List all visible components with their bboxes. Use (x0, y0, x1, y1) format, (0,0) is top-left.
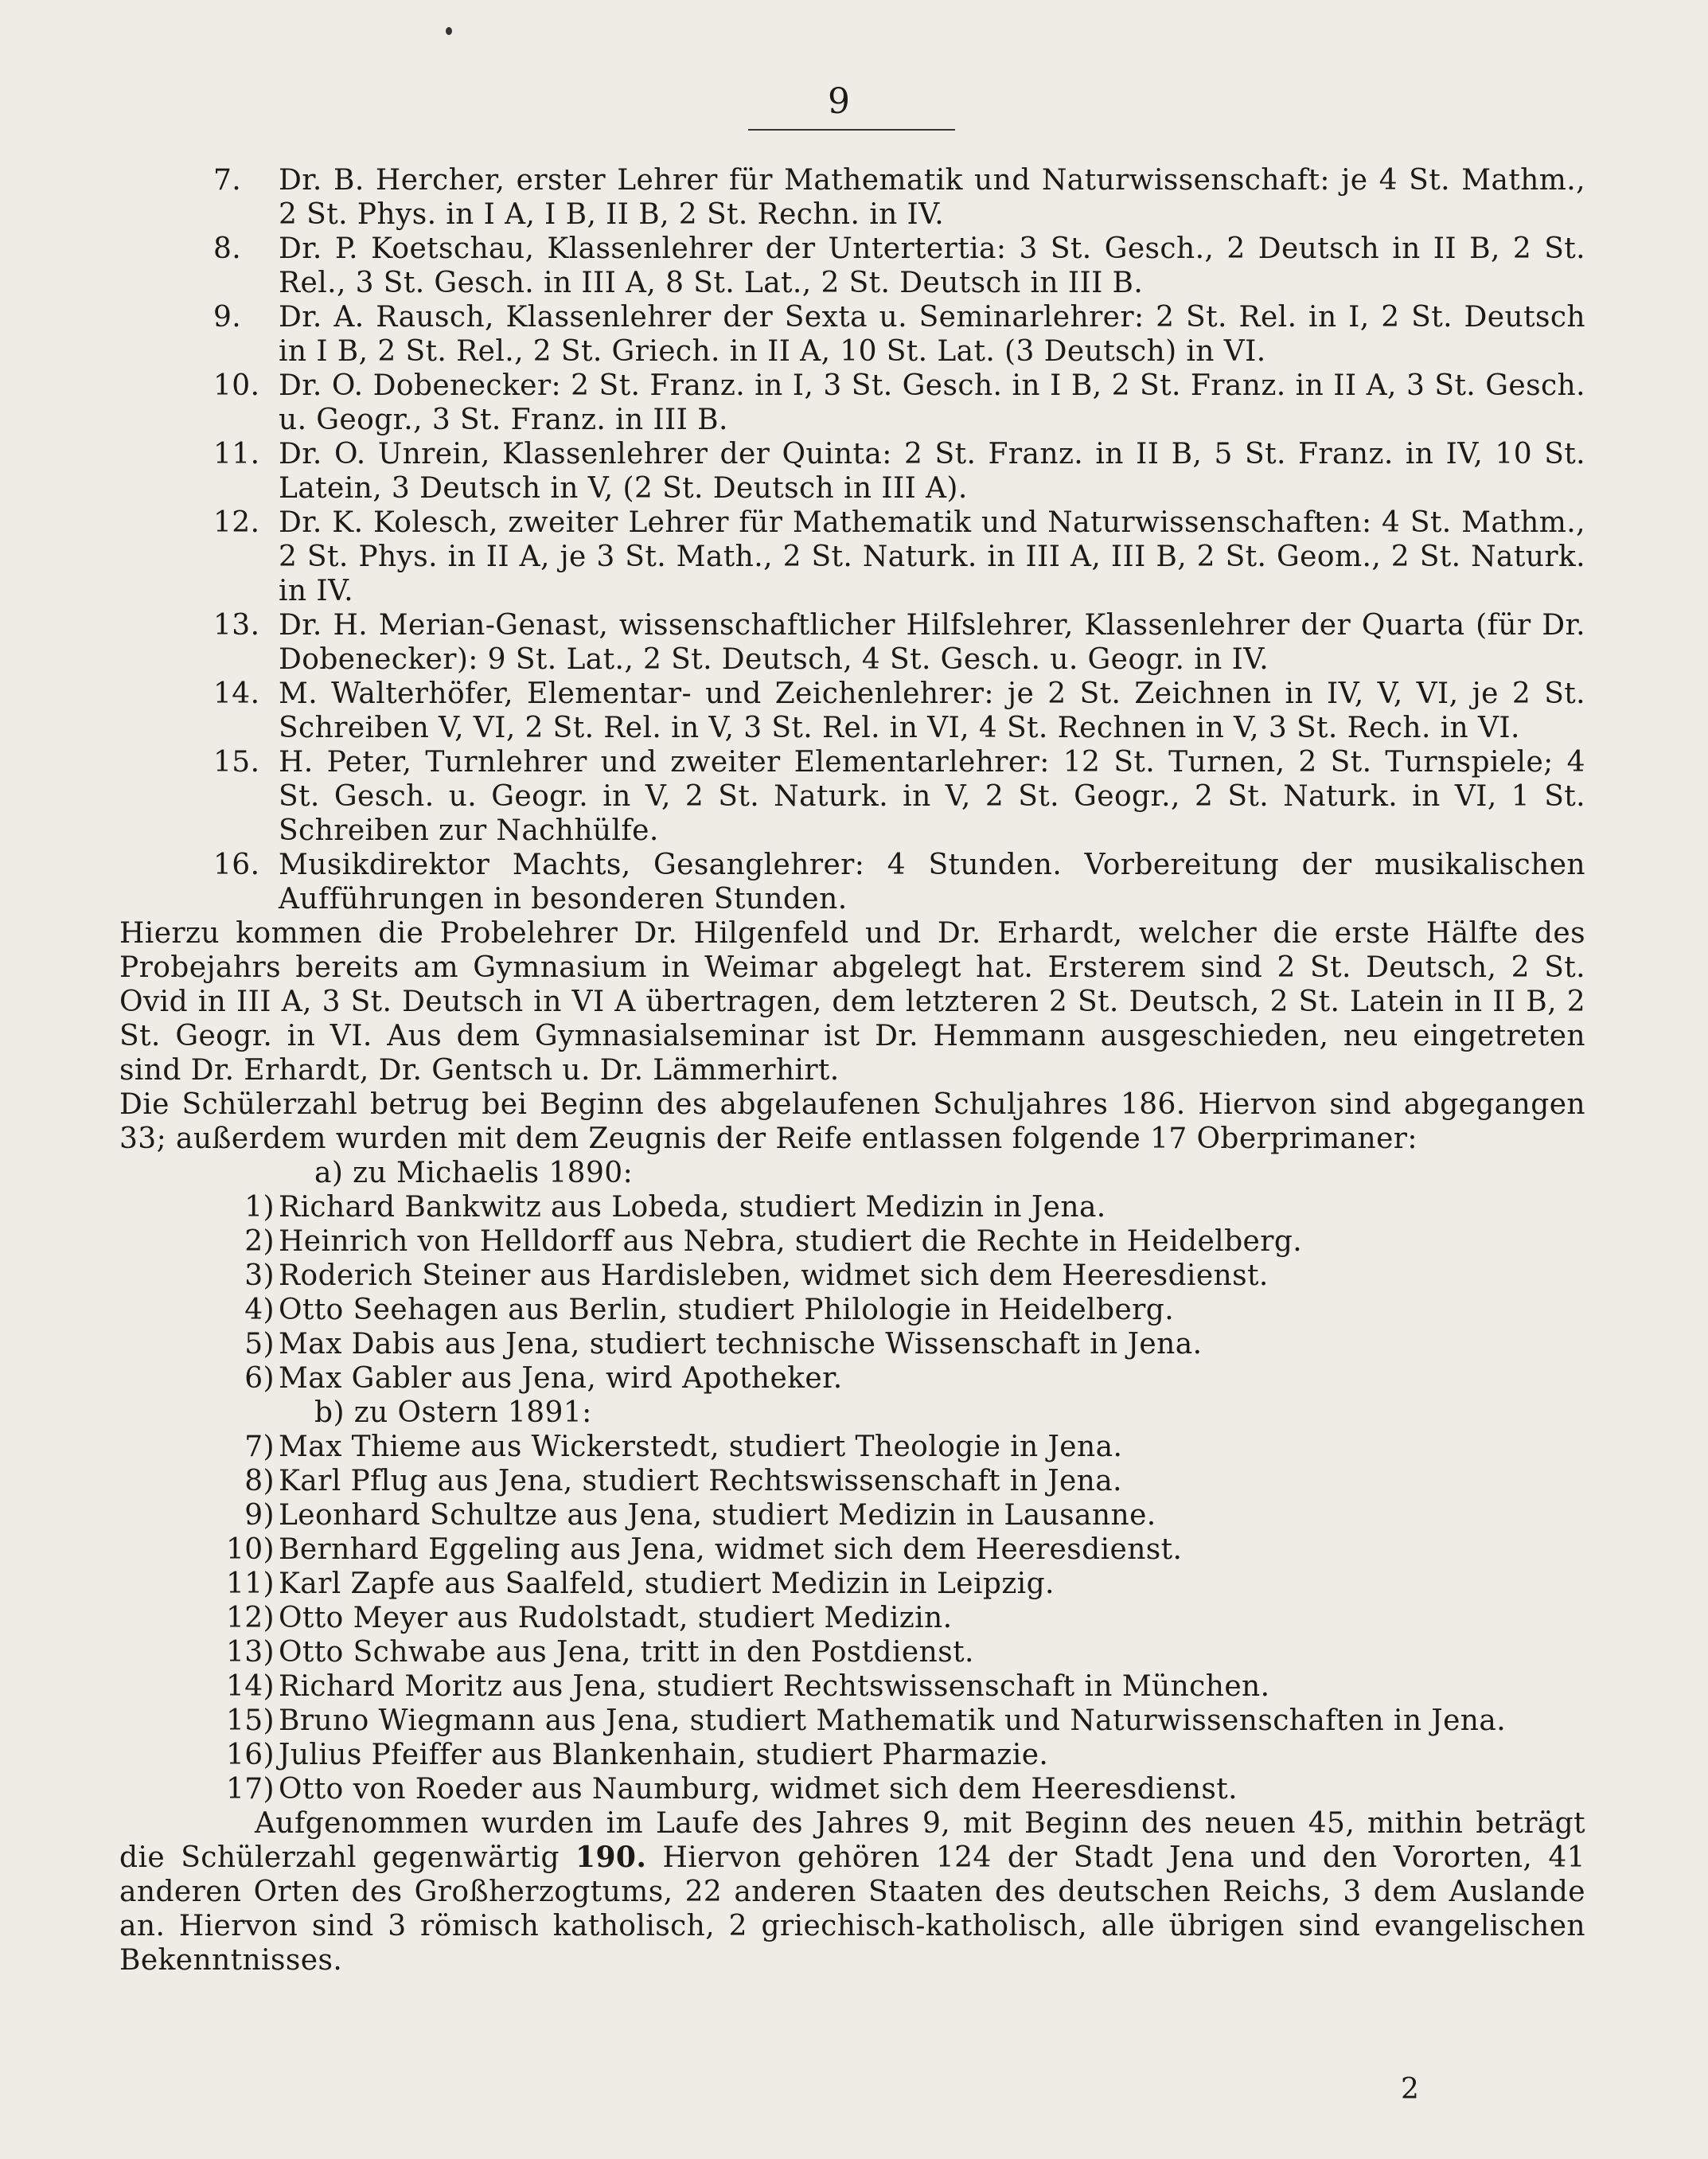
probe-teachers-paragraph: Hierzu kommen die Probelehrer Dr. Hilgenfeld und Dr. Erhardt, welcher die erste Hälfte des Probejahrs bereits am Gymnasium in Weimar abgelegt hat. Ersterem sind 2 St. Deutsch, 2 St. Ovid in III A, 3 St. Deutsch in VI A übertragen, dem letzteren 2 St. Deutsch, 2 St. Latein in II B, 2 St. Geogr. in VI. Aus dem Gymnasialseminar ist Dr. Hemmann ausgeschieden, neu eingetreten sind Dr. Erhardt, Dr. Gentsch u. Dr. Lämmerhirt. (119, 917, 1585, 1087)
graduate-row (119, 1567, 1585, 1601)
final-paragraph (119, 1806, 1585, 1977)
graduate-row (119, 1293, 1585, 1327)
staff-entry-16 (119, 848, 1585, 916)
graduate-number: 4) (244, 1294, 275, 1326)
page-body (119, 163, 1585, 1977)
signature-mark: 2 (1401, 2073, 1419, 2106)
staff-number: 14. (213, 677, 260, 710)
staff-number: 9. (213, 301, 242, 334)
graduate-number: 15) (225, 1704, 275, 1737)
current-pupil-count: 190. (575, 1841, 647, 1874)
staff-number: 11. (213, 438, 260, 470)
graduate-row (119, 1498, 1585, 1532)
graduate-text: Roderich Steiner aus Hardisleben, widmet sich dem Heeresdienst. (279, 1259, 1269, 1292)
staff-entry-10 (119, 369, 1585, 437)
graduate-row (119, 1738, 1585, 1772)
graduate-row (119, 1190, 1585, 1224)
staff-text: Dr. P. Koetschau, Klassenlehrer der Untertertia: 3 St. Gesch., 2 Deutsch in II B, 2 St. Rel., 3 St. Gesch. in III A, 8 St. Lat., 2 St. Deutsch in III B. (279, 232, 1585, 299)
graduate-number: 12) (225, 1602, 275, 1634)
graduates-b-list (119, 1430, 1585, 1806)
graduate-number: 2) (244, 1225, 275, 1258)
staff-text: Dr. O. Unrein, Klassenlehrer der Quinta: 2 St. Franz. in II B, 5 St. Franz. in IV, 10 St. Latein, 3 Deutsch in V, (2 St. Deutsch in III A). (279, 438, 1585, 505)
graduate-row (119, 1224, 1585, 1259)
staff-number: 7. (213, 164, 242, 197)
graduate-row (119, 1259, 1585, 1293)
graduate-number: 13) (225, 1636, 275, 1669)
staff-number: 16. (213, 849, 260, 881)
graduate-number: 17) (225, 1773, 275, 1806)
graduate-row (119, 1772, 1585, 1806)
final-text-b: Hiervon gehören 124 der Stadt Jena und den Vororten, 41 anderen Orten des Großherzogtums, 22 anderen Staaten des deutschen Reichs, 3 dem Auslande an. Hiervon sind 3 römisch katholisch, 2 griechisch-katholisch, alle übrigen sind evangelischen Bekenntnisses. (119, 1841, 1585, 1977)
staff-entry-9 (119, 300, 1585, 369)
ink-speck (446, 27, 452, 35)
graduate-number: 7) (244, 1431, 275, 1463)
graduate-text: Bruno Wiegmann aus Jena, studiert Mathematik und Naturwissenschaften in Jena. (279, 1704, 1507, 1737)
graduate-text: Otto Seehagen aus Berlin, studiert Philologie in Heidelberg. (279, 1294, 1175, 1326)
staff-list (119, 163, 1585, 916)
graduate-number: 8) (244, 1465, 275, 1497)
graduate-number: 16) (225, 1739, 275, 1771)
staff-text: H. Peter, Turnlehrer und zweiter Elementarlehrer: 12 St. Turnen, 2 St. Turnspiele; 4 St. Gesch. u. Geogr. in V, 2 St. Naturk. in V, 2 St. Geogr., 2 St. Naturk. in VI, 1 St. Schreiben zur Nachhülfe. (279, 746, 1585, 847)
graduate-text: Karl Zapfe aus Saalfeld, studiert Medizin in Leipzig. (279, 1568, 1055, 1600)
staff-text: Dr. B. Hercher, erster Lehrer für Mathematik und Naturwissenschaft: je 4 St. Mathm., 2 St. Phys. in I A, I B, II B, 2 St. Rechn. in IV. (279, 164, 1585, 231)
staff-entry-12 (119, 506, 1585, 608)
page-number: 9 (828, 81, 850, 122)
graduate-text: Otto Meyer aus Rudolstadt, studiert Medizin. (279, 1602, 953, 1634)
graduate-row (119, 1327, 1585, 1361)
graduates-a-list (119, 1190, 1585, 1396)
graduate-text: Richard Moritz aus Jena, studiert Rechtswissenschaft in München. (279, 1670, 1270, 1703)
graduate-text: Bernhard Eggeling aus Jena, widmet sich dem Heeresdienst. (279, 1533, 1183, 1566)
graduate-text: Heinrich von Helldorff aus Nebra, studiert die Rechte in Heidelberg. (279, 1225, 1303, 1258)
graduate-text: Max Thieme aus Wickerstedt, studiert Theologie in Jena. (279, 1431, 1123, 1463)
staff-text: Dr. A. Rausch, Klassenlehrer der Sexta u. Seminarlehrer: 2 St. Rel. in I, 2 St. Deutsch in I B, 2 St. Rel., 2 St. Griech. in II A, 10 St. Lat. (3 Deutsch) in VI. (279, 301, 1585, 368)
staff-text: Dr. K. Kolesch, zweiter Lehrer für Mathematik und Naturwissenschaften: 4 St. Mathm., 2 St. Phys. in II A, je 3 St. Math., 2 St. Naturk. in III A, III B, 2 St. Geom., 2 St. Naturk. in IV. (279, 506, 1585, 607)
staff-number: 13. (213, 609, 260, 642)
graduate-row (119, 1464, 1585, 1498)
graduate-number: 14) (225, 1670, 275, 1703)
staff-text: Dr. O. Dobenecker: 2 St. Franz. in I, 3 St. Gesch. in I B, 2 St. Franz. in II A, 3 St. Gesch. u. Geogr., 3 St. Franz. in III B. (279, 369, 1585, 436)
graduate-row (119, 1361, 1585, 1396)
graduate-row (119, 1601, 1585, 1635)
graduate-number: 9) (244, 1499, 275, 1532)
staff-number: 12. (213, 506, 260, 539)
staff-entry-13 (119, 608, 1585, 677)
staff-number: 8. (213, 232, 242, 265)
staff-number: 10. (213, 369, 260, 402)
graduate-text: Richard Bankwitz aus Lobeda, studiert Medizin in Jena. (279, 1191, 1106, 1224)
staff-entry-14 (119, 677, 1585, 745)
staff-text: M. Walterhöfer, Elementar- und Zeichenlehrer: je 2 St. Zeichnen in IV, V, VI, je 2 St. Schreiben V, VI, 2 St. Rel. in V, 3 St. Rel. in VI, 4 St. Rechnen in V, 3 St. Rech. in VI. (279, 677, 1585, 744)
graduate-text: Max Dabis aus Jena, studiert technische Wissenschaft in Jena. (279, 1328, 1203, 1361)
staff-entry-11 (119, 437, 1585, 506)
graduate-number: 6) (244, 1362, 275, 1395)
graduate-number: 5) (244, 1328, 275, 1361)
graduate-row (119, 1669, 1585, 1704)
graduate-text: Julius Pfeiffer aus Blankenhain, studiert Pharmazie. (279, 1739, 1049, 1771)
graduate-number: 11) (225, 1568, 275, 1600)
staff-text: Musikdirektor Machts, Gesanglehrer: 4 Stunden. Vorbereitung der musikalischen Aufführungen in besonderen Stunden. (279, 849, 1585, 916)
group-a-label: a) zu Michaelis 1890: (314, 1157, 634, 1189)
final-text-a: Aufgenommen wurden im Laufe des Jahres 9, mit Beginn des neuen 45, mithin beträgt die Schülerzahl gegenwärtig (119, 1807, 1585, 1874)
graduate-number: 1) (244, 1191, 275, 1224)
graduate-text: Otto Schwabe aus Jena, tritt in den Postdienst. (279, 1636, 974, 1669)
staff-entry-7 (119, 163, 1585, 232)
graduate-row (119, 1635, 1585, 1669)
graduate-text: Leonhard Schultze aus Jena, studiert Medizin in Lausanne. (279, 1499, 1156, 1532)
staff-entry-8 (119, 232, 1585, 300)
pupil-count-paragraph: Die Schülerzahl betrug bei Beginn des abgelaufenen Schuljahres 186. Hiervon sind abgegangen 33; außerdem wurden mit dem Zeugnis der Reife entlassen folgende 17 Oberprimaner: (119, 1088, 1585, 1155)
graduate-text: Max Gabler aus Jena, wird Apotheker. (279, 1362, 843, 1395)
graduate-row (119, 1704, 1585, 1738)
staff-text: Dr. H. Merian-Genast, wissenschaftlicher Hilfslehrer, Klassenlehrer der Quarta (für Dr. Dobenecker): 9 St. Lat., 2 St. Deutsch, 4 St. Gesch. u. Geogr. in IV. (279, 609, 1585, 676)
graduate-row (119, 1532, 1585, 1567)
graduate-text: Karl Pflug aus Jena, studiert Rechtswissenschaft in Jena. (279, 1465, 1122, 1497)
group-b-label: b) zu Ostern 1891: (314, 1396, 592, 1429)
staff-entry-15 (119, 745, 1585, 848)
graduate-number: 3) (244, 1259, 275, 1292)
staff-number: 15. (213, 746, 260, 779)
graduate-number: 10) (225, 1533, 275, 1566)
graduate-text: Otto von Roeder aus Naumburg, widmet sich dem Heeresdienst. (279, 1773, 1238, 1806)
header-rule (748, 129, 955, 131)
graduate-row (119, 1430, 1585, 1464)
